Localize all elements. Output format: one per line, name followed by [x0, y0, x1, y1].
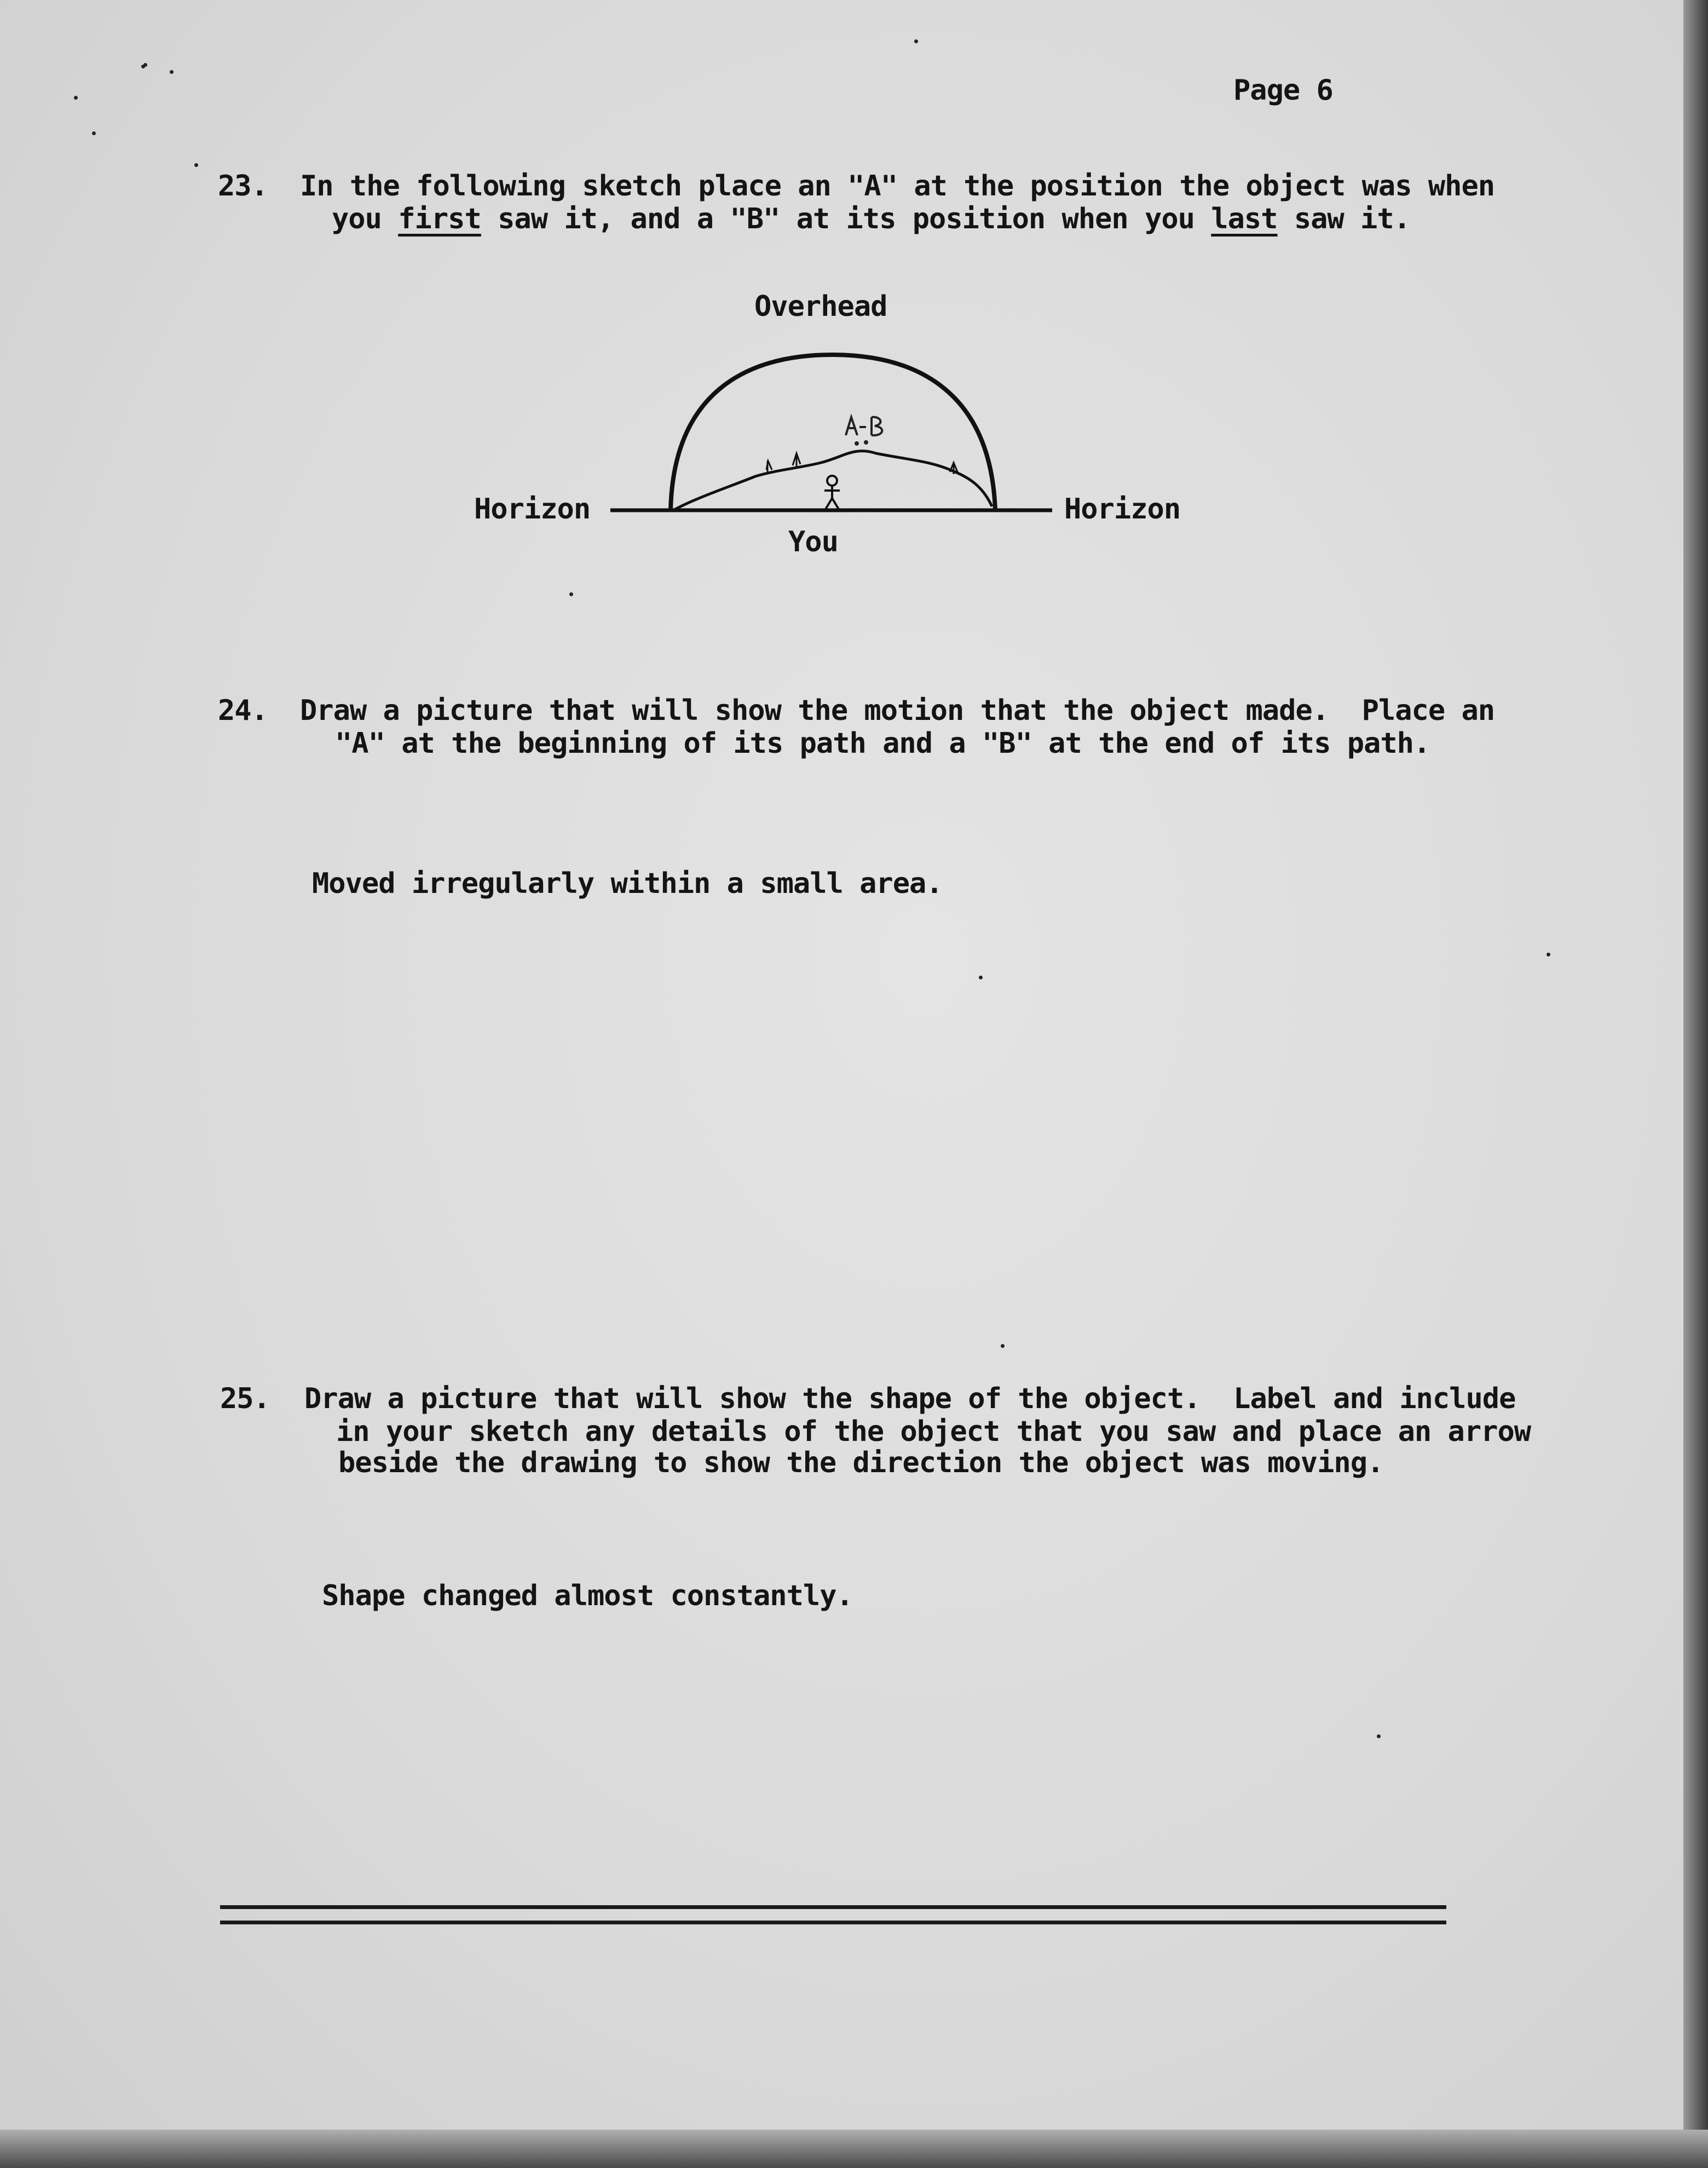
q23-number: 23.: [218, 170, 268, 203]
person-head: [827, 476, 837, 486]
q25-number: 25.: [220, 1382, 270, 1415]
terrain-line: [673, 451, 992, 510]
q25-line1: Draw a picture that will show the shape of the object. Label and include: [304, 1382, 1516, 1415]
overhead-label: Overhead: [754, 290, 887, 323]
double-rule-bottom: [220, 1921, 1446, 1924]
page-number: Page 6: [1233, 74, 1333, 107]
q25-line2: in your sketch any details of the object that you saw and place an arrow: [336, 1415, 1531, 1448]
tree-mark: [766, 461, 772, 472]
tree-mark: [793, 453, 800, 466]
q24-line2: "A" at the beginning of its path and a "B" at the end of its path.: [335, 727, 1430, 760]
you-label: You: [788, 526, 838, 558]
q25-answer: Shape changed almost constantly.: [322, 1579, 853, 1612]
q25-line3: beside the drawing to show the direction the object was moving.: [338, 1446, 1384, 1479]
q24-answer: Moved irregularly within a small area.: [312, 867, 943, 900]
horizon-left-label: Horizon: [474, 493, 591, 526]
double-rule-top: [220, 1905, 1446, 1909]
q23-line2: you first saw it, and a "B" at its position when you last saw it.: [332, 203, 1410, 235]
q24-number: 24.: [218, 694, 268, 727]
q23-line1: In the following sketch place an "A" at the position the object was when: [300, 170, 1495, 203]
q24-line1: Draw a picture that will show the motion that the object made. Place an: [300, 694, 1495, 727]
horizon-right-label: Horizon: [1064, 493, 1181, 526]
handwritten-a-b-mark: [846, 417, 882, 446]
stick-figure: [824, 486, 840, 509]
